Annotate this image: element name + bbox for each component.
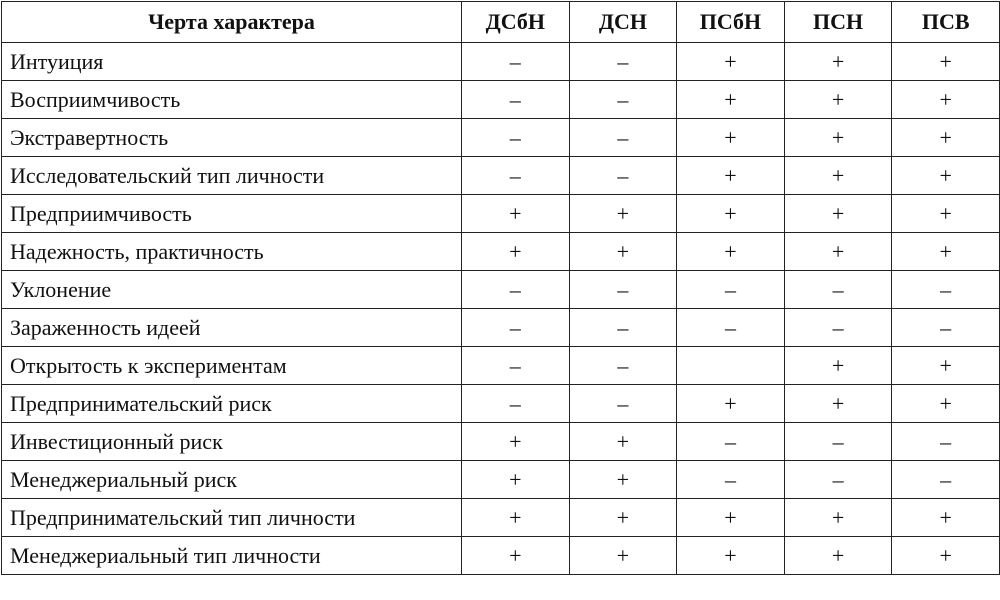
trait-name-cell: Менеджериальный тип личности — [2, 537, 462, 575]
mark-cell: + — [784, 43, 892, 81]
trait-name-cell: Предприимчивость — [2, 195, 462, 233]
mark-cell: + — [677, 537, 785, 575]
mark-cell: – — [677, 423, 785, 461]
trait-name-cell: Менеджериальный риск — [2, 461, 462, 499]
trait-name-cell: Интуиция — [2, 43, 462, 81]
table-row — [2, 43, 1000, 81]
mark-cell: + — [677, 385, 785, 423]
column-header-dsbn: ДСбН — [462, 2, 570, 43]
mark-cell: – — [892, 461, 1000, 499]
mark-cell: + — [892, 157, 1000, 195]
mark-cell: + — [892, 195, 1000, 233]
mark-cell — [677, 347, 785, 385]
mark-cell: + — [462, 423, 570, 461]
mark-cell: – — [462, 119, 570, 157]
mark-cell: + — [784, 157, 892, 195]
mark-cell: + — [784, 347, 892, 385]
mark-cell: + — [569, 423, 677, 461]
mark-cell: + — [569, 537, 677, 575]
table-row — [2, 195, 1000, 233]
column-header-dsn: ДСН — [569, 2, 677, 43]
table-row — [2, 81, 1000, 119]
trait-name-cell: Исследовательский тип личности — [2, 157, 462, 195]
mark-cell: – — [784, 423, 892, 461]
mark-cell: – — [462, 81, 570, 119]
mark-cell: + — [892, 233, 1000, 271]
mark-cell: – — [677, 461, 785, 499]
mark-cell: – — [892, 423, 1000, 461]
mark-cell: + — [784, 81, 892, 119]
column-header-psbn: ПСбН — [677, 2, 785, 43]
header-row — [2, 2, 1000, 43]
mark-cell: + — [462, 195, 570, 233]
mark-cell: + — [462, 499, 570, 537]
mark-cell: – — [462, 347, 570, 385]
mark-cell: – — [892, 309, 1000, 347]
trait-name-cell: Зараженность идеей — [2, 309, 462, 347]
mark-cell: + — [677, 43, 785, 81]
mark-cell: – — [462, 43, 570, 81]
mark-cell: + — [892, 499, 1000, 537]
trait-name-cell: Надежность, практичность — [2, 233, 462, 271]
mark-cell: + — [462, 537, 570, 575]
table-row — [2, 271, 1000, 309]
mark-cell: – — [569, 385, 677, 423]
column-header-psn: ПСН — [784, 2, 892, 43]
table-row — [2, 385, 1000, 423]
mark-cell: + — [677, 119, 785, 157]
mark-cell: – — [784, 271, 892, 309]
mark-cell: + — [677, 233, 785, 271]
mark-cell: + — [892, 385, 1000, 423]
mark-cell: + — [569, 499, 677, 537]
mark-cell: + — [569, 461, 677, 499]
mark-cell: + — [677, 195, 785, 233]
table-row — [2, 461, 1000, 499]
mark-cell: + — [677, 499, 785, 537]
table-row — [2, 537, 1000, 575]
mark-cell: + — [892, 81, 1000, 119]
mark-cell: + — [784, 119, 892, 157]
trait-name-cell: Инвестиционный риск — [2, 423, 462, 461]
table-row — [2, 423, 1000, 461]
mark-cell: + — [677, 81, 785, 119]
mark-cell: – — [569, 309, 677, 347]
mark-cell: – — [569, 81, 677, 119]
mark-cell: – — [569, 43, 677, 81]
trait-name-cell: Предпринимательский риск — [2, 385, 462, 423]
table-row — [2, 119, 1000, 157]
table-row — [2, 499, 1000, 537]
trait-name-cell: Предпринимательский тип личности — [2, 499, 462, 537]
mark-cell: + — [892, 347, 1000, 385]
table-row — [2, 347, 1000, 385]
trait-name-cell: Экстравертность — [2, 119, 462, 157]
mark-cell: + — [784, 233, 892, 271]
column-header-psv: ПСВ — [892, 2, 1000, 43]
mark-cell: – — [677, 309, 785, 347]
trait-name-cell: Восприимчивость — [2, 81, 462, 119]
mark-cell: + — [677, 157, 785, 195]
mark-cell: + — [569, 195, 677, 233]
table-row — [2, 157, 1000, 195]
mark-cell: – — [677, 271, 785, 309]
mark-cell: – — [784, 309, 892, 347]
mark-cell: + — [462, 461, 570, 499]
mark-cell: + — [784, 537, 892, 575]
mark-cell: + — [569, 233, 677, 271]
mark-cell: – — [462, 309, 570, 347]
table-row — [2, 309, 1000, 347]
column-header-trait: Черта характера — [2, 2, 462, 43]
mark-cell: – — [892, 271, 1000, 309]
trait-name-cell: Уклонение — [2, 271, 462, 309]
mark-cell: – — [569, 271, 677, 309]
mark-cell: + — [892, 119, 1000, 157]
mark-cell: – — [462, 157, 570, 195]
table-row — [2, 233, 1000, 271]
mark-cell: – — [569, 347, 677, 385]
mark-cell: – — [462, 271, 570, 309]
table-body — [2, 43, 1000, 575]
trait-name-cell: Открытость к экспериментам — [2, 347, 462, 385]
mark-cell: + — [784, 385, 892, 423]
mark-cell: – — [784, 461, 892, 499]
traits-table — [1, 1, 1000, 575]
mark-cell: + — [784, 195, 892, 233]
mark-cell: – — [462, 385, 570, 423]
mark-cell: – — [569, 119, 677, 157]
mark-cell: + — [462, 233, 570, 271]
mark-cell: – — [569, 157, 677, 195]
mark-cell: + — [892, 43, 1000, 81]
mark-cell: + — [892, 537, 1000, 575]
mark-cell: + — [784, 499, 892, 537]
